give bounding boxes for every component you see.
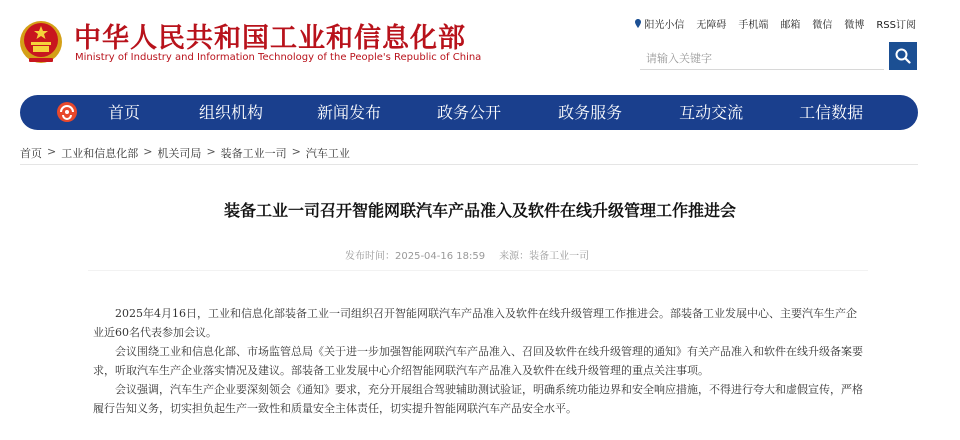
site-title[interactable]: 中华人民共和国工业和信息化部	[74, 23, 466, 54]
publish-time-value: 2025-04-16 18:59	[395, 251, 486, 262]
quick-link-accessibility[interactable]: 无障碍	[696, 20, 727, 31]
search-icon	[895, 48, 911, 64]
source-value: 装备工业一司	[529, 251, 590, 262]
nav-organization[interactable]: 组织机构	[199, 103, 264, 122]
nav-home[interactable]: 首页	[108, 103, 141, 122]
article-paragraph: 会议围绕工业和信息化部、市场监管总局《关于进一步加强智能网联汽车产品准入、召回及软件在线升级管理的通知》有关产品准入和软件在线升级备案要求，听取汽车生产企业落实情况及建议。部装备工业发展中心介绍智能网联汽车产品准入及软件在线升级管理的重点关注事项。	[93, 345, 863, 377]
article-paragraph: 2025年4月16日，工业和信息化部装备工业一司组织召开智能网联汽车产品准入及软件在线升级管理工作推进会。部装备工业发展中心、主要汽车生产企业近60名代表参加会议。	[93, 307, 857, 339]
quick-link-rss[interactable]: RSS订阅	[876, 20, 916, 31]
breadcrumb	[20, 145, 350, 161]
location-pin-icon	[635, 19, 641, 28]
breadcrumb-item[interactable]: 机关司局	[157, 147, 202, 160]
national-emblem-icon[interactable]	[18, 18, 64, 66]
miit-logo-icon[interactable]	[56, 101, 78, 123]
nav-news[interactable]: 新闻发布	[317, 103, 382, 122]
nav-government-affairs[interactable]: 政务公开	[437, 103, 502, 122]
article-title: 装备工业一司召开智能网联汽车产品准入及软件在线升级管理工作推进会	[223, 201, 736, 220]
publish-time	[345, 247, 485, 262]
quick-link-label: 阳光小信	[644, 20, 685, 31]
quick-link-weibo[interactable]: 微博	[844, 20, 865, 31]
search-input[interactable]: 请输入关键字	[640, 42, 884, 70]
quick-link-sunshine[interactable]	[635, 16, 684, 31]
article-body	[93, 304, 863, 418]
quick-link-wechat[interactable]: 微信	[812, 20, 833, 31]
main-nav	[20, 95, 918, 130]
breadcrumb-separator: >	[143, 145, 153, 158]
breadcrumb-item[interactable]: 汽车工业	[305, 147, 350, 160]
article-source	[499, 247, 589, 262]
nav-services[interactable]: 政务服务	[558, 103, 623, 122]
source-label: 来源：	[499, 251, 530, 262]
breadcrumb-separator: >	[291, 145, 301, 158]
meta-divider	[88, 270, 868, 271]
breadcrumb-divider	[20, 164, 918, 165]
nav-interaction[interactable]: 互动交流	[679, 103, 744, 122]
nav-items	[108, 95, 863, 130]
quick-links	[635, 16, 916, 31]
article-paragraph: 会议强调，汽车生产企业要深刻领会《通知》要求，充分开展组合驾驶辅助测试验证，明确系统功能边界和安全响应措施，不得进行夸大和虚假宣传，严格履行告知义务，切实担负起生产一致性和质量安全主体责任，切实提升智能网联汽车产品安全水平。	[93, 383, 863, 415]
quick-link-mobile[interactable]: 手机端	[738, 20, 769, 31]
breadcrumb-item[interactable]: 工业和信息化部	[61, 147, 139, 160]
breadcrumb-item[interactable]: 装备工业一司	[220, 147, 287, 160]
breadcrumb-separator: >	[47, 145, 57, 158]
breadcrumb-separator: >	[206, 145, 216, 158]
search-button[interactable]	[889, 42, 917, 70]
site-header	[0, 0, 960, 92]
site-subtitle: Ministry of Industry and Information Technology of the People's Republic of China	[75, 52, 482, 63]
nav-data[interactable]: 工信数据	[799, 103, 864, 122]
publish-time-label: 发布时间：	[345, 251, 395, 262]
article-meta	[345, 247, 589, 262]
quick-link-mail[interactable]: 邮箱	[780, 20, 801, 31]
breadcrumb-item[interactable]: 首页	[20, 147, 42, 160]
